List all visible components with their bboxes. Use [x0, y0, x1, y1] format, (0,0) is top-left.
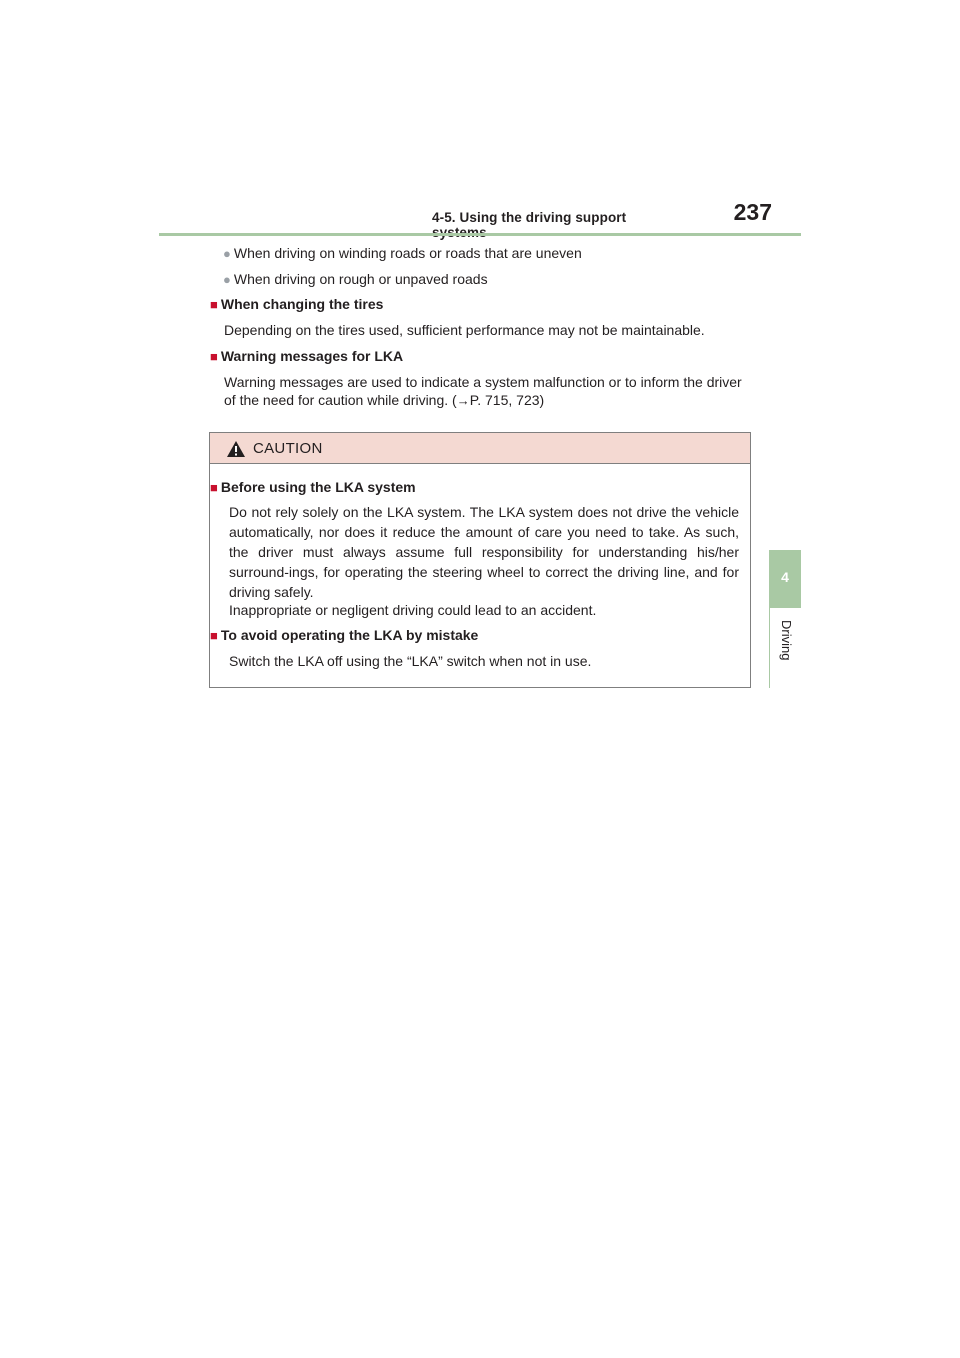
- caution-heading-text: To avoid operating the LKA by mistake: [220, 627, 479, 643]
- list-item: [223, 270, 488, 289]
- caution-header: [210, 433, 750, 464]
- arrow-right-icon: →: [456, 393, 470, 408]
- section-heading-text: When changing the tires: [220, 296, 384, 312]
- caution-body-avoid-mistake: Switch the LKA off using the “LKA” switch when not in use.: [229, 653, 592, 669]
- caution-box: [209, 432, 751, 688]
- square-bullet-icon: ■: [210, 480, 218, 495]
- square-bullet-icon: ■: [210, 297, 218, 312]
- chapter-label: Driving: [779, 620, 794, 661]
- bullet-icon: ●: [223, 272, 231, 287]
- chapter-tab-line: [769, 608, 770, 688]
- caution-heading-avoid-mistake: [210, 626, 478, 645]
- header-divider: [159, 233, 801, 236]
- caution-heading-before-use: [210, 478, 416, 497]
- chapter-number: 4: [781, 569, 789, 585]
- list-item-text: When driving on winding roads or roads that are uneven: [233, 245, 582, 261]
- bullet-icon: ●: [223, 246, 231, 261]
- square-bullet-icon: ■: [210, 349, 218, 364]
- section-body-warnings-line2: [224, 391, 544, 410]
- page-number: 237: [733, 199, 772, 225]
- caution-title: CAUTION: [253, 440, 323, 457]
- section-heading-text: Warning messages for LKA: [220, 348, 404, 364]
- section-body-warnings: Warning messages are used to indicate a system malfunction or to inform the driver: [224, 374, 742, 390]
- page-reference-link[interactable]: P. 715, 723): [469, 392, 545, 408]
- caution-body-before-use: Do not rely solely on the LKA system. The LKA system does not drive the vehicle automatically, nor does it reduce the amount of care you need to take. As such, the driver must always assume full responsibility for understanding his/her surround-ings, for operating the steering wheel to correct the driving line, and for driving safely.: [229, 504, 739, 600]
- list-item: [223, 244, 582, 263]
- section-heading-tires: [210, 295, 383, 314]
- body-text: of the need for caution while driving. (: [224, 392, 457, 408]
- section-heading-warnings: [210, 347, 403, 366]
- section-body-tires: Depending on the tires used, sufficient performance may not be maintainable.: [224, 322, 705, 338]
- caution-body-accident: Inappropriate or negligent driving could lead to an accident.: [229, 602, 597, 618]
- warning-triangle-icon: [226, 440, 246, 458]
- caution-heading-text: Before using the LKA system: [220, 479, 416, 495]
- section-header: 4-5. Using the driving support: [432, 210, 627, 225]
- chapter-tab: [769, 550, 801, 608]
- square-bullet-icon: ■: [210, 628, 218, 643]
- list-item-text: When driving on rough or unpaved roads: [233, 271, 488, 287]
